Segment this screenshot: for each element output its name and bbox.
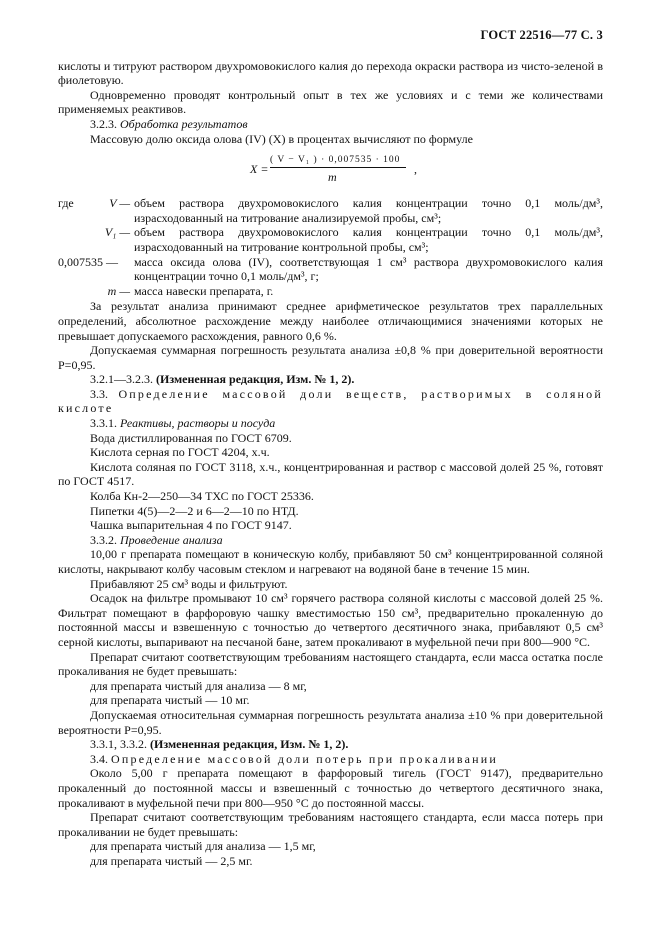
edit-text: (Измененная редакция, Изм. № 1, 2). [150, 737, 349, 752]
list-item-reagent: Колба Кн-2—250—34 ТХС по ГОСТ 25336. [90, 489, 314, 504]
definition-symbol: m — [107, 283, 130, 298]
formula-lhs: X = [250, 162, 269, 177]
section-3-3-2-heading [58, 533, 603, 548]
limit-analytical-grade: для препарата чистый для анализа — 8 мг, [90, 678, 307, 693]
formula-block [58, 150, 603, 190]
definition-row [58, 255, 603, 284]
edit-ref: 3.2.1—3.2.3. [90, 372, 153, 387]
list-item-reagent: Кислота соляная по ГОСТ 3118, х.ч., концентрированная и раствор с массовой долей 25 %, готовят по ГОСТ 4517. [58, 459, 603, 489]
definition-row [58, 225, 603, 254]
limit-pure-grade: для препарата чистый — 2,5 мг. [90, 853, 253, 868]
formula-numerator: ( V − V₁ ) · 0,007535 · 100 [270, 155, 401, 166]
definition-lead [58, 225, 86, 254]
definition-lead: где [58, 196, 74, 211]
paragraph-result: За результат анализа принимают среднее арифметическое результатов трех параллельных определений, абсолютное расхождение между наиболее отличающимися значениями которых не превышает допускаемого расхождения, равного 0,6 %. [58, 299, 603, 343]
definition-text: объем раствора двухромовокислого калия концентрации точно 0,1 моль/дм³, израсходованный на титрование контрольной пробы, см³; [134, 225, 603, 254]
section-number: 3.2.3. [90, 116, 117, 131]
paragraph-error-2: Допускаемая относительная суммарная погрешность результата анализа ±10 % при доверительной вероятности P=0,95. [58, 707, 603, 737]
paragraph-requirement-2: Препарат считают соответствующим требованиям настоящего стандарта, если масса потерь при прокаливании не будет превышать: [58, 810, 603, 839]
definition-lead [58, 284, 86, 299]
section-title: Определение массовой доли веществ, растворимых в соляной кислоте [58, 386, 604, 416]
section-title: Обработка результатов [120, 116, 248, 131]
section-3-3-heading [58, 387, 603, 416]
definition-symbol: V₁ — [104, 225, 130, 240]
section-title: Определение массовой доли потерь при прокаливании [111, 751, 498, 766]
definition-text: масса навески препарата, г. [134, 283, 274, 298]
formula-comma: , [414, 162, 417, 177]
limit-pure-grade: для препарата чистый — 10 мг. [90, 693, 250, 708]
paragraph-control-test: Одновременно проводят контрольный опыт в тех же условиях и с теми же количествами применяемых реактивов. [58, 87, 603, 117]
edit-note-1 [58, 372, 603, 387]
fraction-bar [270, 167, 406, 168]
paragraph-formula-intro: Массовую долю оксида олова (IV) (X) в процентах вычисляют по формуле [90, 131, 473, 146]
definition-text: объем раствора двухромовокислого калия концентрации точно 0,1 моль/дм³, израсходованный на титрование анализируемой пробы, см³; [134, 196, 603, 225]
section-3-4-heading [58, 752, 603, 767]
definitions-list [58, 196, 603, 298]
paragraph-procedure-3: Осадок на фильтре промывают 10 см³ горячего раствора соляной кислоты с массовой долей 25 %. Фильтрат помещают в фарфоровую чашку вместимостью 150 см³, предварительно прокаленную до постоянной массы и взвешенную с точностью до четвертого десятичного знака, прибавляют 0,5 см³ серной кислоты, выпаривают на песчаной бане, затем прокаливают в муфельной печи при 800—900 °С. [58, 591, 603, 649]
section-3-3-1-heading [58, 416, 603, 431]
edit-text: (Измененная редакция, Изм. № 1, 2). [156, 372, 355, 387]
paragraph-continuation: кислоты и титруют раствором двухромовокислого калия до перехода окраски раствора из чисто-зеленой в фиолетовую. [58, 58, 603, 88]
section-number: 3.3.2. [90, 532, 117, 547]
list-item-reagent: Пипетки 4(5)—2—2 и 6—2—10 по НТД. [90, 503, 299, 518]
list-item-reagent: Чашка выпарительная 4 по ГОСТ 9147. [90, 518, 292, 533]
section-number: 3.3.1. [90, 416, 117, 431]
section-title: Проведение анализа [120, 532, 223, 547]
definition-lead: 0,007535 — [58, 254, 118, 269]
list-item-reagent: Вода дистиллированная по ГОСТ 6709. [90, 430, 292, 445]
section-number: 3.4. [90, 751, 108, 766]
definition-row [58, 284, 603, 299]
paragraph-ignition-1: Около 5,00 г препарата помещают в фарфоровый тигель (ГОСТ 9147), предварительно прокаленный до постоянной массы и взвешенный с точностью до четвертого десятичного знака, прокаливают в муфельной печи при 800—950 °С до постоянной массы. [58, 766, 603, 810]
paragraph-error-1: Допускаемая суммарная погрешность результата анализа ±0,8 % при доверительной вероятности P=0,95. [58, 343, 603, 372]
paragraph-procedure-2: Прибавляют 25 см³ воды и фильтруют. [90, 576, 288, 591]
list-item-reagent: Кислота серная по ГОСТ 4204, х.ч. [90, 445, 270, 460]
edit-note-2 [58, 737, 603, 752]
paragraph-requirement-1: Препарат считают соответствующим требованиям настоящего стандарта, если масса остатка после прокаливания не будет превышать: [58, 649, 603, 679]
definition-text: масса оксида олова (IV), соответствующая 1 см³ раствора двухромовокислого калия концентрации точно 0,1 моль/дм³, г; [134, 254, 603, 284]
page-header: ГОСТ 22516—77 С. 3 [480, 28, 603, 42]
document-page [58, 28, 603, 868]
definition-row [58, 196, 603, 225]
section-3-2-3-heading [58, 117, 603, 132]
edit-ref: 3.3.1, 3.3.2. [90, 737, 147, 752]
section-title: Реактивы, растворы и посуда [120, 416, 276, 431]
definition-symbol: V — [109, 196, 130, 211]
section-number: 3.3. [90, 386, 108, 401]
limit-analytical-grade: для препарата чистый для анализа — 1,5 мг, [90, 839, 316, 854]
paragraph-procedure-1: 10,00 г препарата помещают в коническую колбу, прибавляют 50 см³ концентрированной соляной кислоты, накрывают колбу часовым стеклом и нагревают на водяной бане в течение 15 мин. [58, 547, 603, 576]
formula-denominator: m [328, 170, 337, 185]
